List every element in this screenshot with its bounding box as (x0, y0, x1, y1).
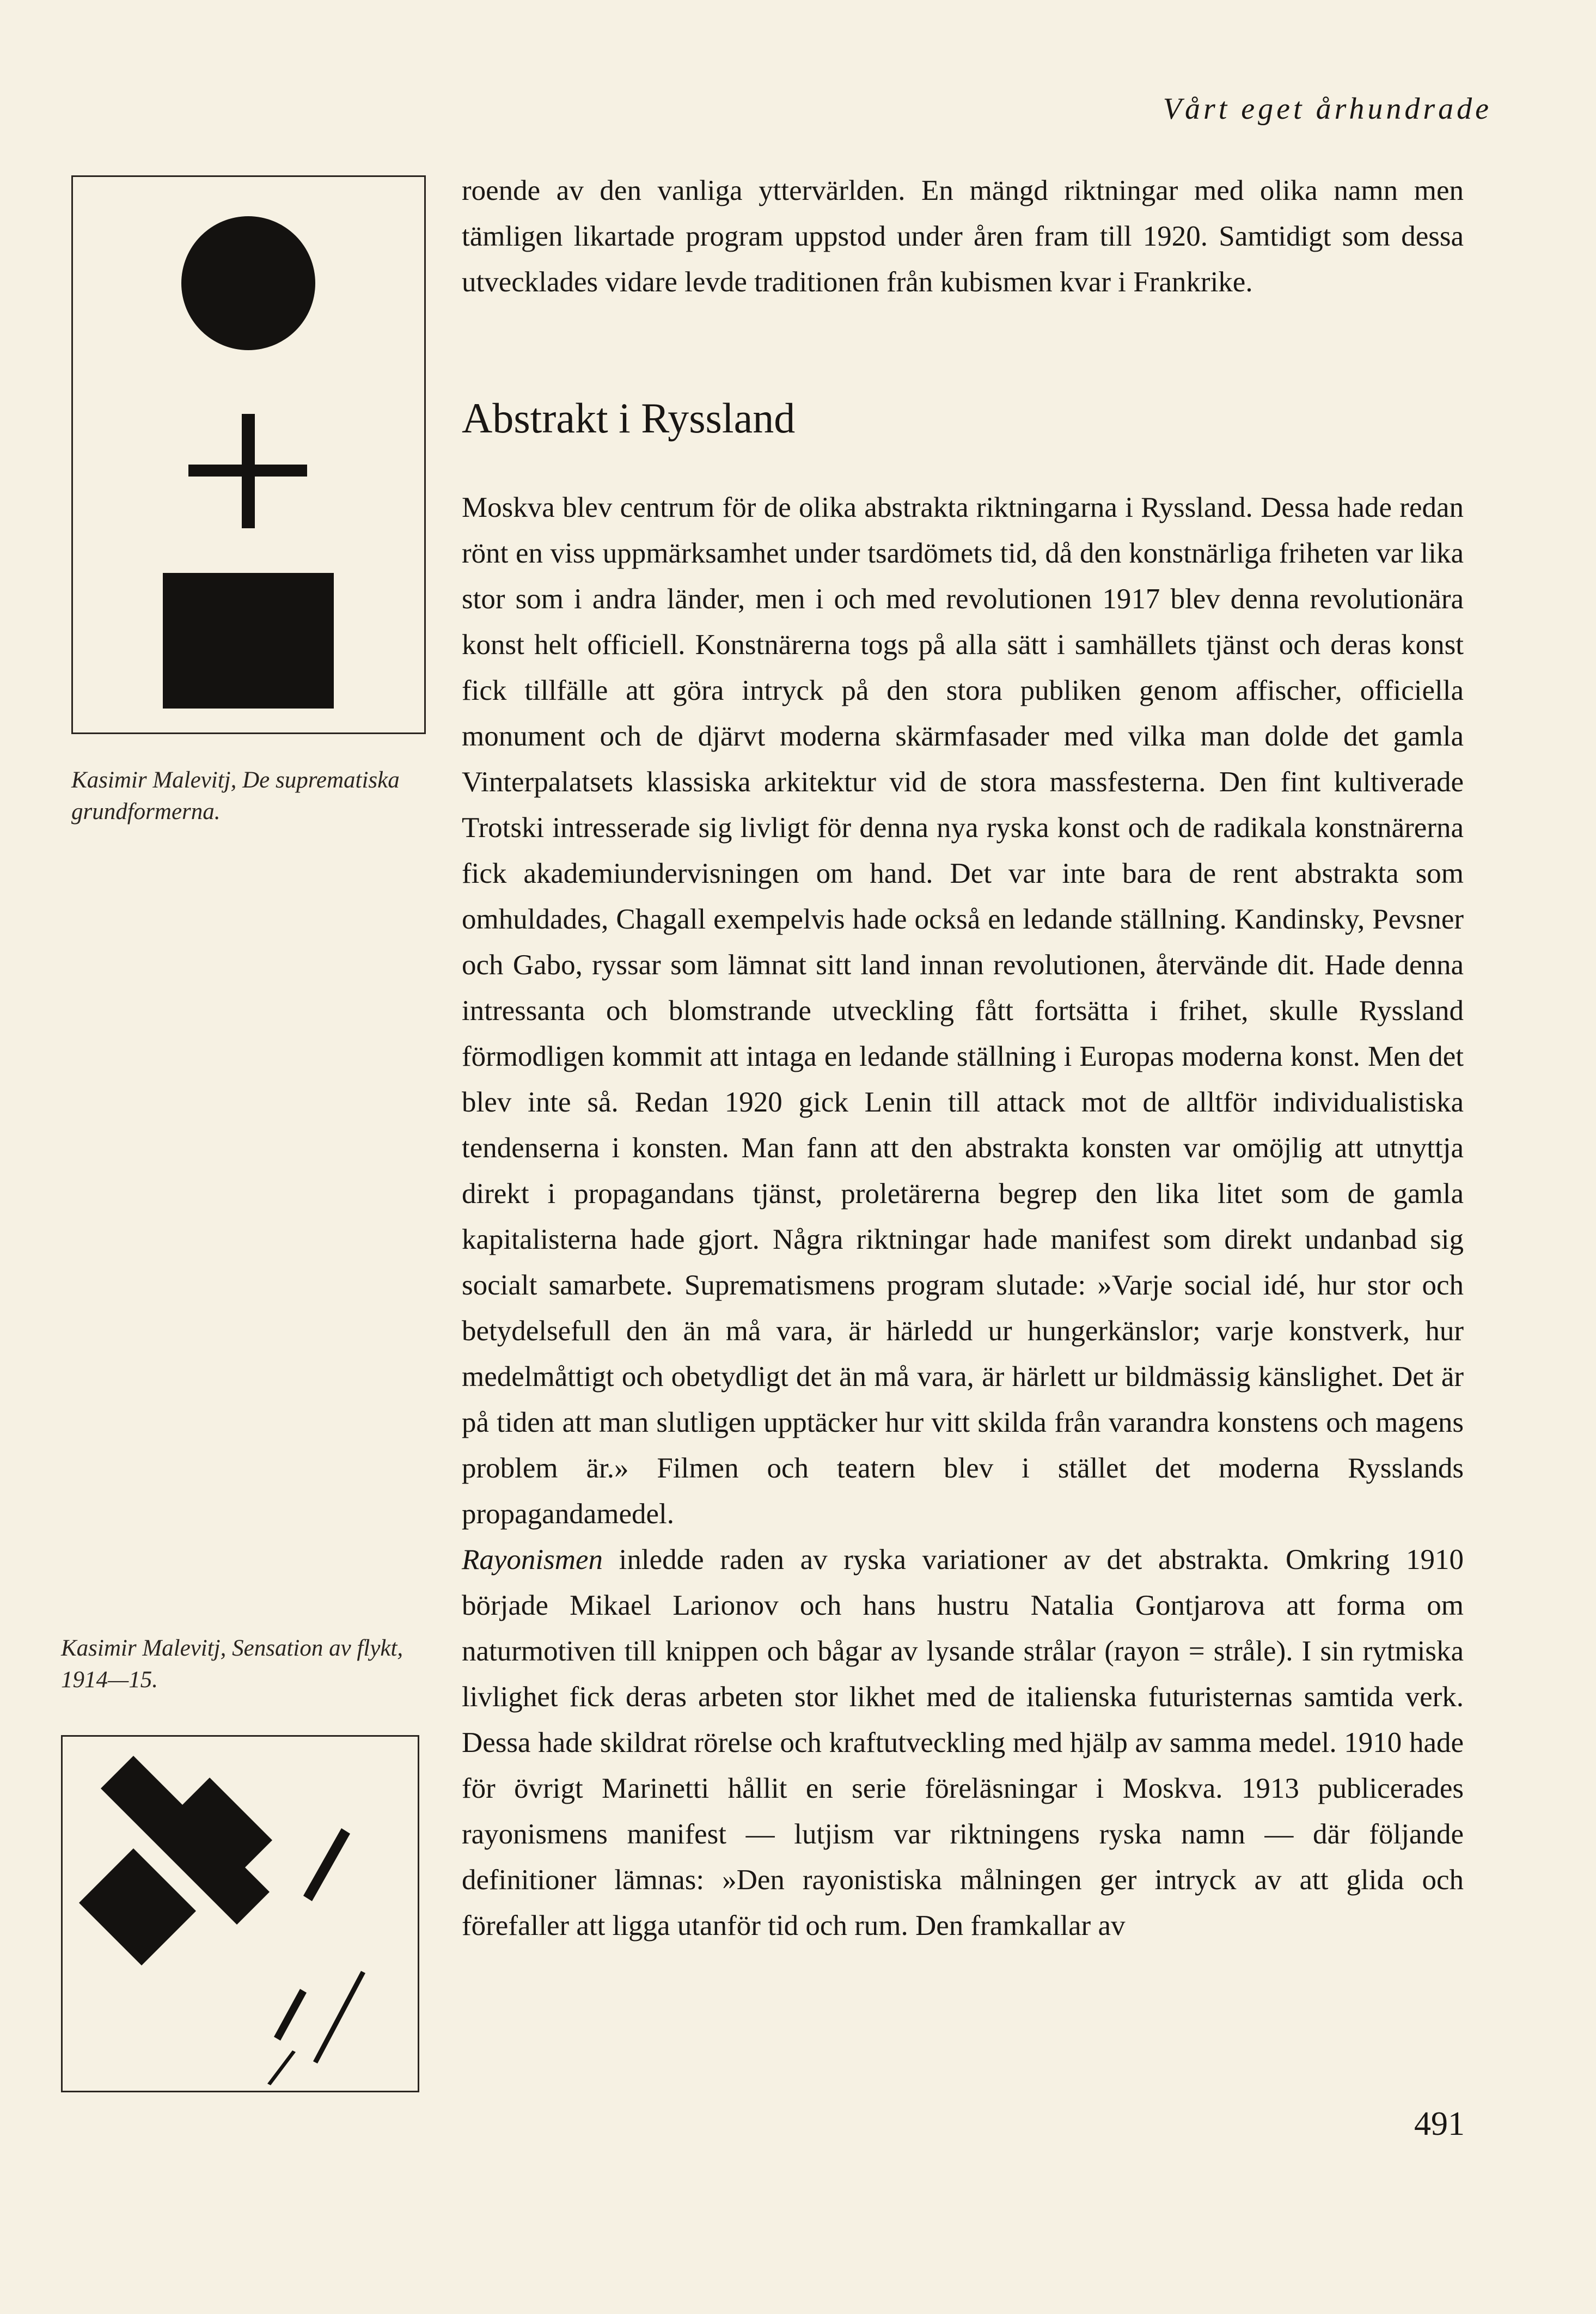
cross-horizontal-bar (188, 465, 307, 477)
paragraph-2-rest: inledde raden av ryska variationer av det abstrakta. Omkring 1910 började Mikael Larionov och hans hustru Natalia Gontjarova att forma om naturmotiven till knippen och bågar av lysande strålar (rayon = stråle). I sin rytmiska livlighet fick deras arbeten stor likhet med de italienska futuristernas samtida verk. Dessa hade skildrat rörelse och kraftutveckling med hjälp av samma medel. 1910 hade för övrigt Marinetti hållit en serie föreläsningar i Moskva. 1913 publicerades rayonismens manifest — lutjism var riktningens ryska namn — där följande definitioner lämnas: »Den rayonistiska målningen ger intryck av att glida och förefaller att ligga utanför tid och rum. Den framkallar av (462, 1544, 1464, 1941)
paragraph-2-lead: Rayonismen (462, 1544, 603, 1576)
intro-text: roende av den vanliga yttervärlden. En mängd riktningar med olika namn men tämligen likartade program uppstod under åren fram till 1920. Samtidigt som dessa utvecklades vidare levde traditionen från kubismen kvar i Frankrike. (462, 175, 1464, 298)
section-heading: Abstrakt i Ryssland (462, 394, 796, 442)
figure-suprematist-forms (71, 175, 426, 734)
caption-figure-2: Kasimir Malevitj, Sensation av flykt, 1914—15. (61, 1635, 403, 1693)
thin-stroke-upper (303, 1828, 350, 1901)
figure-sensation-of-flight (61, 1735, 419, 2092)
paragraph-1: Moskva blev centrum för de olika abstrakta riktningarna i Ryssland. Dessa hade redan rönt en viss uppmärksamhet under tsardömets tid, då den konstnärliga friheten var lika stor som i andra länder, men i och med revolutionen 1917 blev denna revolutionära konst helt officiell. Konstnärerna togs på alla sätt i samhällets tjänst och deras konst fick tillfälle att göra intryck på den stora publiken genom affischer, officiella monument och de djärvt moderna skärmfasader med vilka man dolde det gamla Vinterpalatsets klassiska arkitektur vid de stora massfesterna. Den fint kultiverade Trotski intresserade sig livligt för denna nya ryska konst och de radikala konstnärerna fick akademiundervisningen om hand. Det var inte bara de rent abstrakta som omhuldades, Chagall exempelvis hade också en ledande ställning. Kandinsky, Pevsner och Gabo, ryssar som lämnat sitt land innan revolutionen, återvände dit. Hade denna intressanta och blomstrande utveckling fått fortsätta i frihet, skulle Ryssland förmodligen kommit att intaga en ledande ställning i Europas moderna konst. Men det blev inte så. Redan 1920 gick Lenin till attack mot de alltför individualistiska tendenserna i konsten. Man fann att den abstrakta konsten var omöjlig att utnyttja direkt i propagandans tjänst, proletärerna begrep den lika litet som de gamla kapitalisterna hade gjort. Några riktningar hade manifest som direkt undanbad sig socialt samarbete. Suprematismens program slutade: »Varje social idé, hur stor och betydelsefull den än må vara, är härledd ur hungerkänslor; varje konstverk, hur medelmåttigt och obetydligt det än må vara, är härlett ur bildmässig känslighet. Det är på tiden att man slutligen upptäcker hur vitt skilda från varandra konstens och magens problem är.» Filmen och teatern blev i stället det moderna Rysslands propagandamedel. (462, 492, 1464, 1530)
paragraph-2 (462, 1537, 1464, 1949)
black-square (163, 573, 334, 709)
thin-stroke-lower-long (313, 1971, 365, 2063)
thin-stroke-lower-short (274, 1989, 307, 2041)
running-head: Vårt eget århundrade (1163, 92, 1492, 126)
page-number: 491 (1414, 2105, 1465, 2142)
main-text (462, 485, 1464, 2184)
caption-figure-1: Kasimir Malevitj, De suprematiska grundformerna. (71, 767, 400, 825)
thin-stroke-lower-tiny (267, 2050, 296, 2085)
intro-paragraph (462, 168, 1464, 353)
black-circle (181, 216, 315, 350)
